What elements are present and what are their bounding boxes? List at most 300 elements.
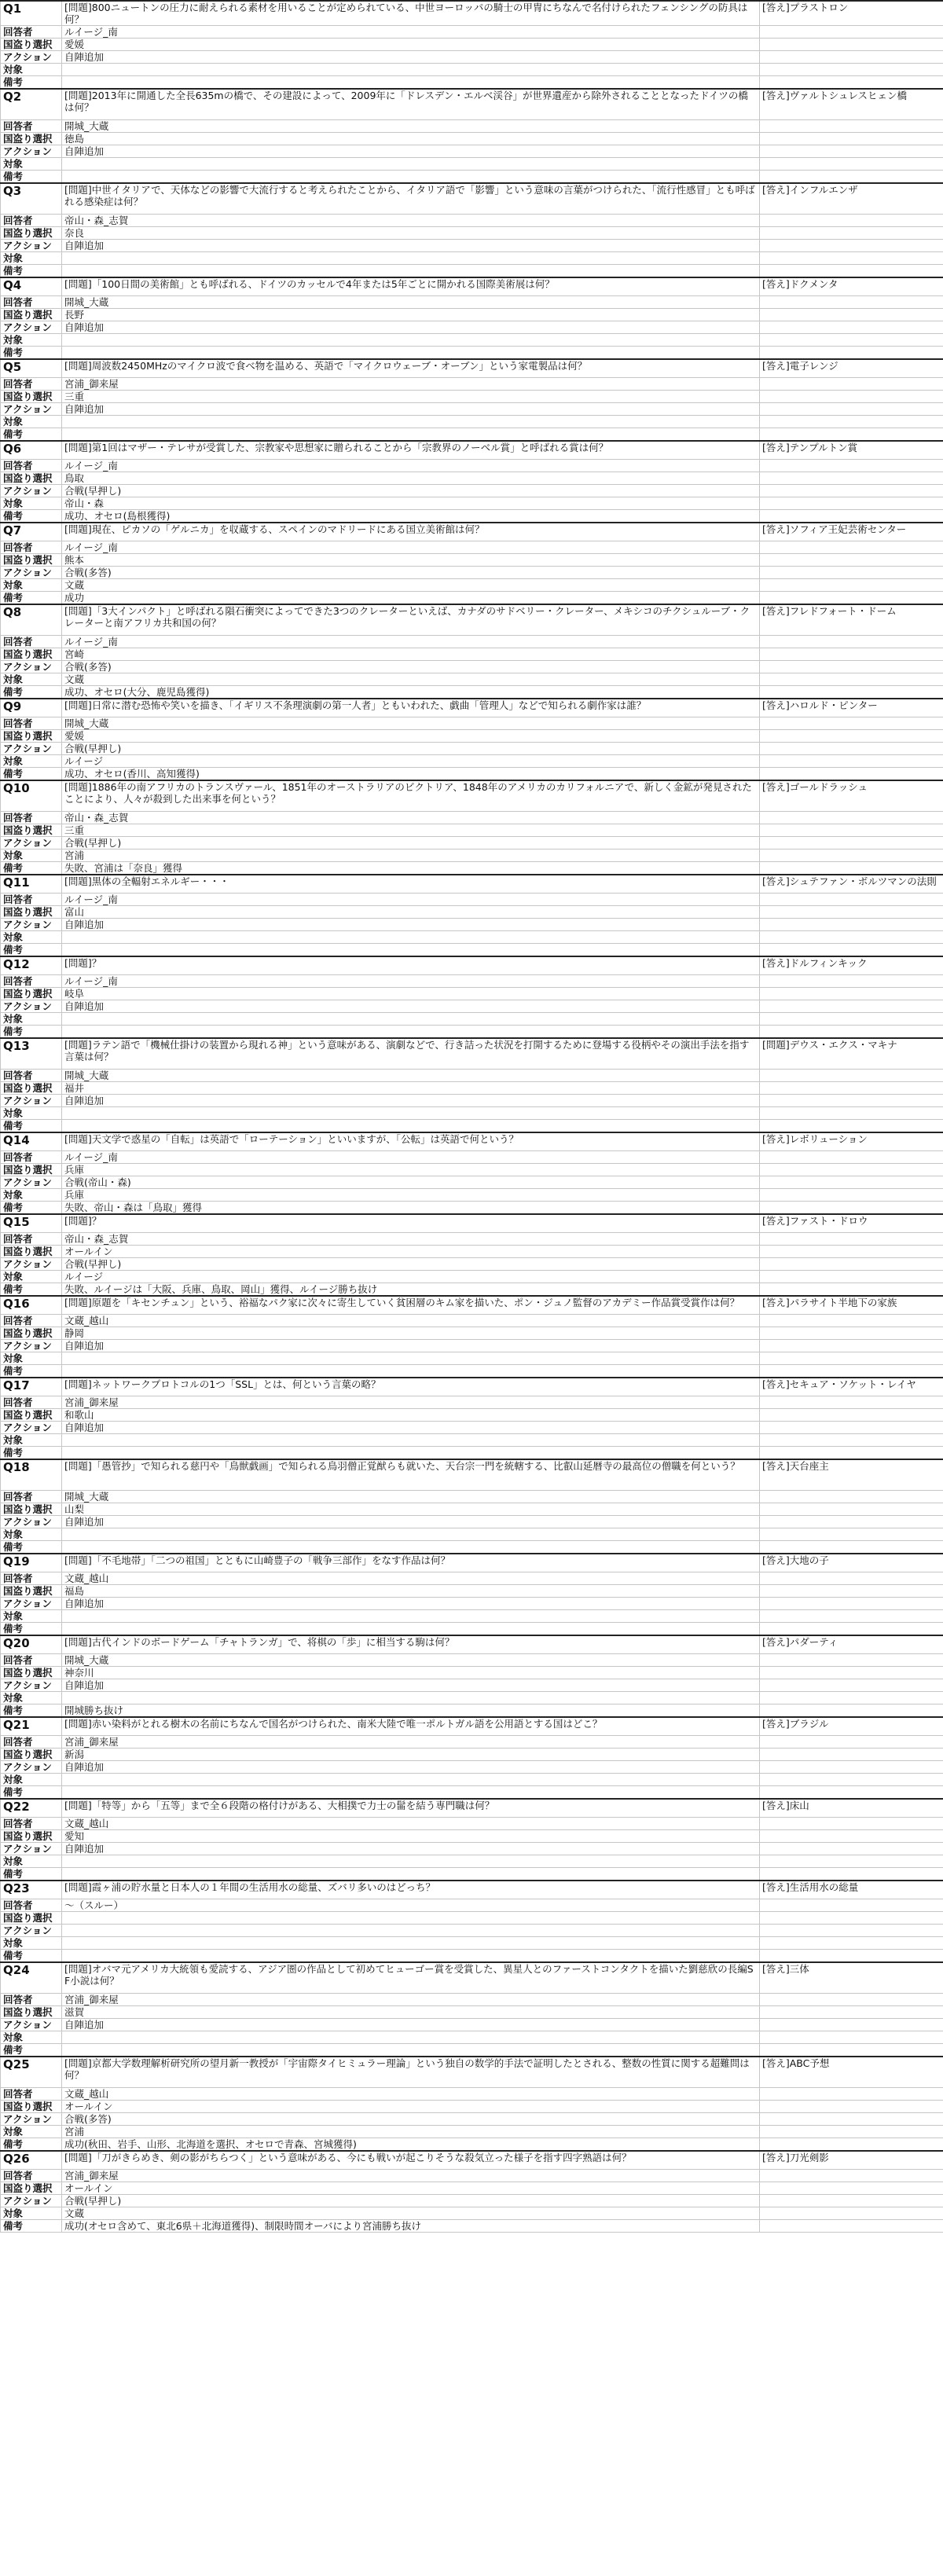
- empty-cell[interactable]: [760, 636, 943, 648]
- empty-cell[interactable]: [760, 391, 943, 403]
- field-label-target[interactable]: 対象: [1, 673, 62, 686]
- field-label-target[interactable]: 対象: [1, 579, 62, 592]
- field-value-action[interactable]: 合戦(多答): [62, 2113, 760, 2126]
- empty-cell[interactable]: [760, 862, 943, 875]
- field-label-target[interactable]: 対象: [1, 1013, 62, 1026]
- field-label-remarks[interactable]: 備考: [1, 862, 62, 875]
- empty-cell[interactable]: [760, 334, 943, 347]
- field-label-respondent[interactable]: 回答者: [1, 541, 62, 554]
- field-value-action[interactable]: 自陣追加: [62, 1679, 760, 1692]
- field-value-action[interactable]: 自陣追加: [62, 51, 760, 64]
- empty-cell[interactable]: [760, 1654, 943, 1667]
- field-value-territory-choice[interactable]: 熊本: [62, 554, 760, 567]
- field-value-respondent[interactable]: 開城_大蔵: [62, 296, 760, 309]
- field-value-respondent[interactable]: 開城_大蔵: [62, 120, 760, 133]
- field-value-remarks[interactable]: 失敗、ルイージは「大阪、兵庫、鳥取、岡山」獲得、ルイージ勝ち抜け: [62, 1283, 760, 1297]
- field-label-action[interactable]: アクション: [1, 1095, 62, 1107]
- field-label-remarks[interactable]: 備考: [1, 76, 62, 90]
- field-value-remarks[interactable]: [62, 1623, 760, 1636]
- field-value-target[interactable]: [62, 252, 760, 265]
- field-value-respondent[interactable]: 宮浦_御来屋: [62, 1994, 760, 2006]
- question-text[interactable]: [問題]？: [62, 1214, 760, 1233]
- field-value-action[interactable]: 合戦(早押し): [62, 837, 760, 849]
- field-label-respondent[interactable]: 回答者: [1, 812, 62, 824]
- field-value-target[interactable]: [62, 1528, 760, 1541]
- field-label-territory-choice[interactable]: 国盗り選択: [1, 133, 62, 145]
- field-label-territory-choice[interactable]: 国盗り選択: [1, 2101, 62, 2113]
- field-value-remarks[interactable]: 失敗、宮浦は「奈良」獲得: [62, 862, 760, 875]
- field-value-respondent[interactable]: 文蔵_越山: [62, 1315, 760, 1327]
- empty-cell[interactable]: [760, 1774, 943, 1786]
- field-value-remarks[interactable]: [62, 1868, 760, 1881]
- empty-cell[interactable]: [760, 1340, 943, 1352]
- field-label-territory-choice[interactable]: 国盗り選択: [1, 730, 62, 743]
- answer-text[interactable]: [答え]ヴァルトシュレスヒェン橋: [760, 89, 943, 120]
- field-label-action[interactable]: アクション: [1, 1000, 62, 1013]
- field-label-remarks[interactable]: 備考: [1, 2220, 62, 2233]
- field-label-respondent[interactable]: 回答者: [1, 1233, 62, 1246]
- question-number[interactable]: Q16: [1, 1296, 62, 1315]
- field-value-territory-choice[interactable]: 福井: [62, 1082, 760, 1095]
- field-label-target[interactable]: 対象: [1, 755, 62, 768]
- field-value-respondent[interactable]: 文蔵_越山: [62, 1572, 760, 1585]
- field-value-respondent[interactable]: ルイージ_南: [62, 541, 760, 554]
- field-value-action[interactable]: 合戦(多答): [62, 661, 760, 673]
- question-text[interactable]: [問題]現在、ピカソの「ゲルニカ」を収蔵する、スペインのマドリードにある国立美術館は何？: [62, 523, 760, 541]
- question-text[interactable]: [問題]オバマ元アメリカ大統領も愛読する、アジア圏の作品として初めてヒューゴー賞を受賞した、異星人とのファーストコンタクトを描いた劉慈欣の長編SF小説は何？: [62, 1962, 760, 1994]
- field-label-respondent[interactable]: 回答者: [1, 460, 62, 472]
- answer-text[interactable]: [答え]シュテファン・ボルツマンの法則: [760, 875, 943, 894]
- empty-cell[interactable]: [760, 755, 943, 768]
- answer-text[interactable]: [答え]生活用水の総量: [760, 1881, 943, 1899]
- field-value-respondent[interactable]: ～（スルー）: [62, 1899, 760, 1912]
- field-value-target[interactable]: [62, 1013, 760, 1026]
- field-label-action[interactable]: アクション: [1, 567, 62, 579]
- question-number[interactable]: Q13: [1, 1038, 62, 1070]
- question-text[interactable]: [問題]赤い染料がとれる樹木の名前にちなんで国名がつけられた、南米大陸で唯一ポルトガル語を公用語とする国はどこ？: [62, 1717, 760, 1736]
- field-value-remarks[interactable]: [62, 1026, 760, 1039]
- question-text[interactable]: [問題]ラテン語で「機械仕掛けの装置から現れる神」という意味がある、演劇などで、行き詰った状況を打開するために登場する役柄やその演出手法を指す言葉は何？: [62, 1038, 760, 1070]
- field-value-territory-choice[interactable]: 鳥取: [62, 472, 760, 485]
- field-value-territory-choice[interactable]: 奈良: [62, 227, 760, 240]
- field-value-remarks[interactable]: [62, 76, 760, 90]
- question-number[interactable]: Q9: [1, 699, 62, 717]
- field-label-action[interactable]: アクション: [1, 919, 62, 931]
- field-label-target[interactable]: 対象: [1, 931, 62, 944]
- empty-cell[interactable]: [760, 730, 943, 743]
- empty-cell[interactable]: [760, 145, 943, 158]
- question-text[interactable]: [問題]？: [62, 956, 760, 975]
- field-label-territory-choice[interactable]: 国盗り選択: [1, 1749, 62, 1761]
- field-label-territory-choice[interactable]: 国盗り選択: [1, 988, 62, 1000]
- answer-text[interactable]: [答え]ブラジル: [760, 1717, 943, 1736]
- field-value-territory-choice[interactable]: 新潟: [62, 1749, 760, 1761]
- field-label-action[interactable]: アクション: [1, 485, 62, 497]
- empty-cell[interactable]: [760, 1786, 943, 1800]
- question-number[interactable]: Q12: [1, 956, 62, 975]
- empty-cell[interactable]: [760, 1070, 943, 1082]
- field-value-target[interactable]: 文蔵: [62, 579, 760, 592]
- empty-cell[interactable]: [760, 567, 943, 579]
- field-label-respondent[interactable]: 回答者: [1, 717, 62, 730]
- question-number[interactable]: Q15: [1, 1214, 62, 1233]
- empty-cell[interactable]: [760, 919, 943, 931]
- field-label-target[interactable]: 対象: [1, 1107, 62, 1120]
- field-label-territory-choice[interactable]: 国盗り選択: [1, 227, 62, 240]
- field-label-respondent[interactable]: 回答者: [1, 975, 62, 988]
- field-value-respondent[interactable]: 宮浦_御来屋: [62, 1736, 760, 1749]
- field-label-respondent[interactable]: 回答者: [1, 636, 62, 648]
- field-value-respondent[interactable]: ルイージ_南: [62, 894, 760, 906]
- question-number[interactable]: Q25: [1, 2057, 62, 2088]
- field-value-action[interactable]: 自陣追加: [62, 1000, 760, 1013]
- field-value-respondent[interactable]: 宮浦_御来屋: [62, 1396, 760, 1409]
- field-label-respondent[interactable]: 回答者: [1, 1070, 62, 1082]
- field-label-target[interactable]: 対象: [1, 158, 62, 171]
- empty-cell[interactable]: [760, 1598, 943, 1610]
- field-value-respondent[interactable]: ルイージ_南: [62, 26, 760, 39]
- empty-cell[interactable]: [760, 1950, 943, 1963]
- field-value-territory-choice[interactable]: 山梨: [62, 1503, 760, 1516]
- field-value-target[interactable]: [62, 1692, 760, 1704]
- empty-cell[interactable]: [760, 1151, 943, 1164]
- field-value-remarks[interactable]: 成功、オセロ(大分、鹿児島獲得): [62, 686, 760, 699]
- field-value-remarks[interactable]: [62, 2044, 760, 2057]
- empty-cell[interactable]: [760, 1818, 943, 1830]
- empty-cell[interactable]: [760, 931, 943, 944]
- field-value-action[interactable]: 合戦(帝山・森): [62, 1176, 760, 1189]
- field-label-territory-choice[interactable]: 国盗り選択: [1, 1503, 62, 1516]
- field-label-territory-choice[interactable]: 国盗り選択: [1, 39, 62, 51]
- field-value-remarks[interactable]: [62, 1541, 760, 1554]
- empty-cell[interactable]: [760, 554, 943, 567]
- field-label-respondent[interactable]: 回答者: [1, 1572, 62, 1585]
- field-label-action[interactable]: アクション: [1, 1925, 62, 1937]
- field-value-remarks[interactable]: 失敗、帝山・森は「鳥取」獲得: [62, 1202, 760, 1215]
- answer-text[interactable]: [答え]ドルフィンキック: [760, 956, 943, 975]
- field-value-target[interactable]: 帝山・森: [62, 497, 760, 510]
- empty-cell[interactable]: [760, 1409, 943, 1422]
- empty-cell[interactable]: [760, 2113, 943, 2126]
- empty-cell[interactable]: [760, 1095, 943, 1107]
- field-label-remarks[interactable]: 備考: [1, 1786, 62, 1800]
- field-label-action[interactable]: アクション: [1, 403, 62, 416]
- field-value-target[interactable]: [62, 1107, 760, 1120]
- empty-cell[interactable]: [760, 1434, 943, 1447]
- field-value-target[interactable]: 文蔵: [62, 2207, 760, 2220]
- field-value-remarks[interactable]: 成功(秋田、岩手、山形、北海道を選択、オセロで青森、宮城獲得): [62, 2138, 760, 2152]
- field-value-action[interactable]: [62, 1925, 760, 1937]
- field-label-respondent[interactable]: 回答者: [1, 1818, 62, 1830]
- field-label-territory-choice[interactable]: 国盗り選択: [1, 1912, 62, 1925]
- empty-cell[interactable]: [760, 975, 943, 988]
- field-label-respondent[interactable]: 回答者: [1, 2170, 62, 2182]
- field-label-target[interactable]: 対象: [1, 334, 62, 347]
- field-label-respondent[interactable]: 回答者: [1, 1151, 62, 1164]
- empty-cell[interactable]: [760, 321, 943, 334]
- field-label-target[interactable]: 対象: [1, 64, 62, 76]
- empty-cell[interactable]: [760, 51, 943, 64]
- field-label-territory-choice[interactable]: 国盗り選択: [1, 1082, 62, 1095]
- field-value-target[interactable]: [62, 1434, 760, 1447]
- question-text[interactable]: [問題]原題を「キセンチュン」という、裕福なパク家に次々に寄生していく貧困層のキム家を描いた、ポン・ジュノ監督のアカデミー作品賞受賞作は何？: [62, 1296, 760, 1315]
- field-value-target[interactable]: [62, 2031, 760, 2044]
- field-label-remarks[interactable]: 備考: [1, 1704, 62, 1718]
- field-label-target[interactable]: 対象: [1, 849, 62, 862]
- field-value-target[interactable]: 宮浦: [62, 2126, 760, 2138]
- field-label-action[interactable]: アクション: [1, 2195, 62, 2207]
- field-value-territory-choice[interactable]: 兵庫: [62, 1164, 760, 1176]
- field-value-action[interactable]: 合戦(早押し): [62, 1258, 760, 1271]
- empty-cell[interactable]: [760, 1271, 943, 1283]
- empty-cell[interactable]: [760, 510, 943, 523]
- question-number[interactable]: Q10: [1, 780, 62, 812]
- field-value-territory-choice[interactable]: 三重: [62, 391, 760, 403]
- field-label-remarks[interactable]: 備考: [1, 1120, 62, 1133]
- field-label-action[interactable]: アクション: [1, 1340, 62, 1352]
- answer-text[interactable]: [答え]レボリューション: [760, 1132, 943, 1151]
- field-value-action[interactable]: 自陣追加: [62, 1843, 760, 1855]
- field-label-remarks[interactable]: 備考: [1, 2044, 62, 2057]
- question-text[interactable]: [問題]ネットワークプロトコルの1つ「SSL」とは、何という言葉の略？: [62, 1378, 760, 1396]
- question-text[interactable]: [問題]日常に潜む恐怖や笑いを描き、「イギリス不条理演劇の第一人者」ともいわれた、戯曲「管理人」などで知られる劇作家は誰？: [62, 699, 760, 717]
- field-value-target[interactable]: [62, 1774, 760, 1786]
- field-value-respondent[interactable]: ルイージ_南: [62, 636, 760, 648]
- empty-cell[interactable]: [760, 296, 943, 309]
- field-label-remarks[interactable]: 備考: [1, 944, 62, 957]
- empty-cell[interactable]: [760, 1246, 943, 1258]
- field-label-target[interactable]: 対象: [1, 1271, 62, 1283]
- field-label-remarks[interactable]: 備考: [1, 1283, 62, 1297]
- empty-cell[interactable]: [760, 2088, 943, 2101]
- field-label-territory-choice[interactable]: 国盗り選択: [1, 1830, 62, 1843]
- question-number[interactable]: Q8: [1, 604, 62, 636]
- field-value-remarks[interactable]: 開城勝ち抜け: [62, 1704, 760, 1718]
- empty-cell[interactable]: [760, 485, 943, 497]
- field-value-remarks[interactable]: [62, 428, 760, 442]
- field-value-action[interactable]: 合戦(早押し): [62, 485, 760, 497]
- empty-cell[interactable]: [760, 416, 943, 428]
- field-label-action[interactable]: アクション: [1, 51, 62, 64]
- question-text[interactable]: [問題]「3大インパクト」と呼ばれる隕石衝突によってできた3つのクレーターといえば、カナダのサドベリー・クレーター、メキシコのチクシュルーブ・クレーターと南アフリカ共和国の何？: [62, 604, 760, 636]
- field-value-territory-choice[interactable]: オールイン: [62, 2182, 760, 2195]
- empty-cell[interactable]: [760, 1868, 943, 1881]
- field-value-remarks[interactable]: 成功、オセロ(島根獲得): [62, 510, 760, 523]
- field-label-territory-choice[interactable]: 国盗り選択: [1, 554, 62, 567]
- answer-text[interactable]: [答え]床山: [760, 1799, 943, 1818]
- field-label-territory-choice[interactable]: 国盗り選択: [1, 1409, 62, 1422]
- field-value-respondent[interactable]: 帝山・森_志賀: [62, 215, 760, 227]
- answer-text[interactable]: [答え]ハロルド・ピンター: [760, 699, 943, 717]
- field-value-action[interactable]: 自陣追加: [62, 1422, 760, 1434]
- field-label-action[interactable]: アクション: [1, 1422, 62, 1434]
- empty-cell[interactable]: [760, 1528, 943, 1541]
- question-number[interactable]: Q21: [1, 1717, 62, 1736]
- question-text[interactable]: [問題]「愚管抄」で知られる慈円や「鳥獣戯画」で知られる鳥羽僧正覚猷らも就いた、天台宗一門を統轄する、比叡山延暦寺の最高位の僧職を何という？: [62, 1459, 760, 1491]
- field-label-respondent[interactable]: 回答者: [1, 2088, 62, 2101]
- empty-cell[interactable]: [760, 252, 943, 265]
- field-value-target[interactable]: [62, 334, 760, 347]
- field-label-territory-choice[interactable]: 国盗り選択: [1, 648, 62, 661]
- answer-text[interactable]: [答え]三体: [760, 1962, 943, 1994]
- field-value-respondent[interactable]: 文蔵_越山: [62, 2088, 760, 2101]
- field-label-remarks[interactable]: 備考: [1, 2138, 62, 2152]
- empty-cell[interactable]: [760, 2138, 943, 2152]
- field-label-target[interactable]: 対象: [1, 1189, 62, 1202]
- field-value-target[interactable]: 宮浦: [62, 849, 760, 862]
- empty-cell[interactable]: [760, 1843, 943, 1855]
- field-value-remarks[interactable]: [62, 1365, 760, 1378]
- question-number[interactable]: Q23: [1, 1881, 62, 1899]
- empty-cell[interactable]: [760, 579, 943, 592]
- field-value-action[interactable]: 自陣追加: [62, 2019, 760, 2031]
- empty-cell[interactable]: [760, 1899, 943, 1912]
- empty-cell[interactable]: [760, 497, 943, 510]
- empty-cell[interactable]: [760, 2006, 943, 2019]
- empty-cell[interactable]: [760, 428, 943, 442]
- field-label-respondent[interactable]: 回答者: [1, 378, 62, 391]
- field-value-territory-choice[interactable]: 岐阜: [62, 988, 760, 1000]
- field-label-respondent[interactable]: 回答者: [1, 894, 62, 906]
- field-label-territory-choice[interactable]: 国盗り選択: [1, 2182, 62, 2195]
- empty-cell[interactable]: [760, 1503, 943, 1516]
- question-number[interactable]: Q5: [1, 359, 62, 378]
- empty-cell[interactable]: [760, 2207, 943, 2220]
- field-label-territory-choice[interactable]: 国盗り選択: [1, 1327, 62, 1340]
- field-value-respondent[interactable]: 宮浦_御来屋: [62, 378, 760, 391]
- field-value-remarks[interactable]: [62, 1786, 760, 1800]
- field-label-target[interactable]: 対象: [1, 1855, 62, 1868]
- field-label-action[interactable]: アクション: [1, 837, 62, 849]
- field-label-respondent[interactable]: 回答者: [1, 120, 62, 133]
- answer-text[interactable]: [答え]ゴールドラッシュ: [760, 780, 943, 812]
- empty-cell[interactable]: [760, 39, 943, 51]
- question-number[interactable]: Q26: [1, 2151, 62, 2170]
- answer-text[interactable]: [答え]電子レンジ: [760, 359, 943, 378]
- question-text[interactable]: [問題]天文学で惑星の「自転」は英語で「ローテーション」といいますが、「公転」は英語で何という？: [62, 1132, 760, 1151]
- answer-text[interactable]: [答え]セキュア・ソケット・レイヤ: [760, 1378, 943, 1396]
- field-value-respondent[interactable]: 開城_大蔵: [62, 1491, 760, 1503]
- answer-text[interactable]: [問題]デウス・エクス・マキナ: [760, 1038, 943, 1070]
- question-text[interactable]: [問題]周波数2450MHzのマイクロ波で食べ物を温める、英語で「マイクロウェーブ・オーブン」という家電製品は何？: [62, 359, 760, 378]
- empty-cell[interactable]: [760, 1396, 943, 1409]
- answer-text[interactable]: [答え]インフルエンザ: [760, 183, 943, 215]
- empty-cell[interactable]: [760, 824, 943, 837]
- empty-cell[interactable]: [760, 1830, 943, 1843]
- field-label-territory-choice[interactable]: 国盗り選択: [1, 2006, 62, 2019]
- field-label-target[interactable]: 対象: [1, 2207, 62, 2220]
- field-label-remarks[interactable]: 備考: [1, 171, 62, 184]
- field-value-respondent[interactable]: 宮浦_御来屋: [62, 2170, 760, 2182]
- field-label-target[interactable]: 対象: [1, 252, 62, 265]
- empty-cell[interactable]: [760, 1937, 943, 1950]
- empty-cell[interactable]: [760, 240, 943, 252]
- empty-cell[interactable]: [760, 265, 943, 278]
- field-value-respondent[interactable]: ルイージ_南: [62, 1151, 760, 1164]
- field-label-action[interactable]: アクション: [1, 1761, 62, 1774]
- question-number[interactable]: Q2: [1, 89, 62, 120]
- field-value-territory-choice[interactable]: 福島: [62, 1585, 760, 1598]
- empty-cell[interactable]: [760, 1352, 943, 1365]
- empty-cell[interactable]: [760, 717, 943, 730]
- question-text[interactable]: [問題]黒体の全輻射エネルギー・・・: [62, 875, 760, 894]
- field-label-respondent[interactable]: 回答者: [1, 1315, 62, 1327]
- field-value-remarks[interactable]: [62, 265, 760, 278]
- field-label-action[interactable]: アクション: [1, 145, 62, 158]
- empty-cell[interactable]: [760, 1736, 943, 1749]
- field-value-territory-choice[interactable]: 神奈川: [62, 1667, 760, 1679]
- field-value-remarks[interactable]: [62, 944, 760, 957]
- empty-cell[interactable]: [760, 1327, 943, 1340]
- field-label-territory-choice[interactable]: 国盗り選択: [1, 906, 62, 919]
- field-value-respondent[interactable]: ルイージ_南: [62, 975, 760, 988]
- empty-cell[interactable]: [760, 309, 943, 321]
- empty-cell[interactable]: [760, 1925, 943, 1937]
- field-value-action[interactable]: 合戦(多答): [62, 567, 760, 579]
- empty-cell[interactable]: [760, 1422, 943, 1434]
- field-value-territory-choice[interactable]: 宮崎: [62, 648, 760, 661]
- question-text[interactable]: [問題]「100日間の美術館」とも呼ばれる、ドイツのカッセルで4年または5年ごとに開かれる国際美術展は何？: [62, 277, 760, 296]
- answer-text[interactable]: [答え]天台座主: [760, 1459, 943, 1491]
- empty-cell[interactable]: [760, 988, 943, 1000]
- field-value-respondent[interactable]: ルイージ_南: [62, 460, 760, 472]
- question-text[interactable]: [問題]霞ヶ浦の貯水量と日本人の１年間の生活用水の総量、ズバリ多いのはどっち？: [62, 1881, 760, 1899]
- empty-cell[interactable]: [760, 1994, 943, 2006]
- field-value-target[interactable]: [62, 416, 760, 428]
- answer-text[interactable]: [答え]刀光剣影: [760, 2151, 943, 2170]
- empty-cell[interactable]: [760, 2220, 943, 2233]
- question-text[interactable]: [問題]京都大学数理解析研究所の望月新一教授が「宇宙際タイヒミュラー理論」という独自の数学的手法で証明したとされる、整数の性質に関する超難問は何？: [62, 2057, 760, 2088]
- empty-cell[interactable]: [760, 1447, 943, 1460]
- empty-cell[interactable]: [760, 648, 943, 661]
- empty-cell[interactable]: [760, 812, 943, 824]
- field-value-target[interactable]: [62, 64, 760, 76]
- empty-cell[interactable]: [760, 1623, 943, 1636]
- empty-cell[interactable]: [760, 1176, 943, 1189]
- empty-cell[interactable]: [760, 1283, 943, 1297]
- field-label-remarks[interactable]: 備考: [1, 768, 62, 781]
- field-label-action[interactable]: アクション: [1, 1258, 62, 1271]
- question-number[interactable]: Q22: [1, 1799, 62, 1818]
- field-label-target[interactable]: 対象: [1, 2031, 62, 2044]
- field-value-remarks[interactable]: [62, 171, 760, 184]
- empty-cell[interactable]: [760, 1082, 943, 1095]
- field-label-target[interactable]: 対象: [1, 1937, 62, 1950]
- empty-cell[interactable]: [760, 133, 943, 145]
- question-text[interactable]: [問題]第1回はマザー・テレサが受賞した、宗教家や思想家に贈られることから「宗教界のノーベル賞」と呼ばれる賞は何？: [62, 441, 760, 460]
- field-value-remarks[interactable]: 成功: [62, 592, 760, 605]
- field-label-target[interactable]: 対象: [1, 2126, 62, 2138]
- field-value-target[interactable]: [62, 1610, 760, 1623]
- field-label-action[interactable]: アクション: [1, 1176, 62, 1189]
- field-value-territory-choice[interactable]: 長野: [62, 309, 760, 321]
- empty-cell[interactable]: [760, 171, 943, 184]
- field-label-remarks[interactable]: 備考: [1, 428, 62, 442]
- field-value-territory-choice[interactable]: 三重: [62, 824, 760, 837]
- field-label-respondent[interactable]: 回答者: [1, 1899, 62, 1912]
- question-text[interactable]: [問題]「不毛地帯」「二つの祖国」とともに山崎豊子の「戦争三部作」をなす作品は何？: [62, 1554, 760, 1572]
- field-label-action[interactable]: アクション: [1, 661, 62, 673]
- field-value-target[interactable]: [62, 1855, 760, 1868]
- field-value-action[interactable]: 自陣追加: [62, 403, 760, 416]
- empty-cell[interactable]: [760, 460, 943, 472]
- field-value-action[interactable]: 自陣追加: [62, 1516, 760, 1528]
- empty-cell[interactable]: [760, 1491, 943, 1503]
- question-number[interactable]: Q17: [1, 1378, 62, 1396]
- empty-cell[interactable]: [760, 661, 943, 673]
- field-label-action[interactable]: アクション: [1, 1679, 62, 1692]
- field-value-target[interactable]: [62, 1352, 760, 1365]
